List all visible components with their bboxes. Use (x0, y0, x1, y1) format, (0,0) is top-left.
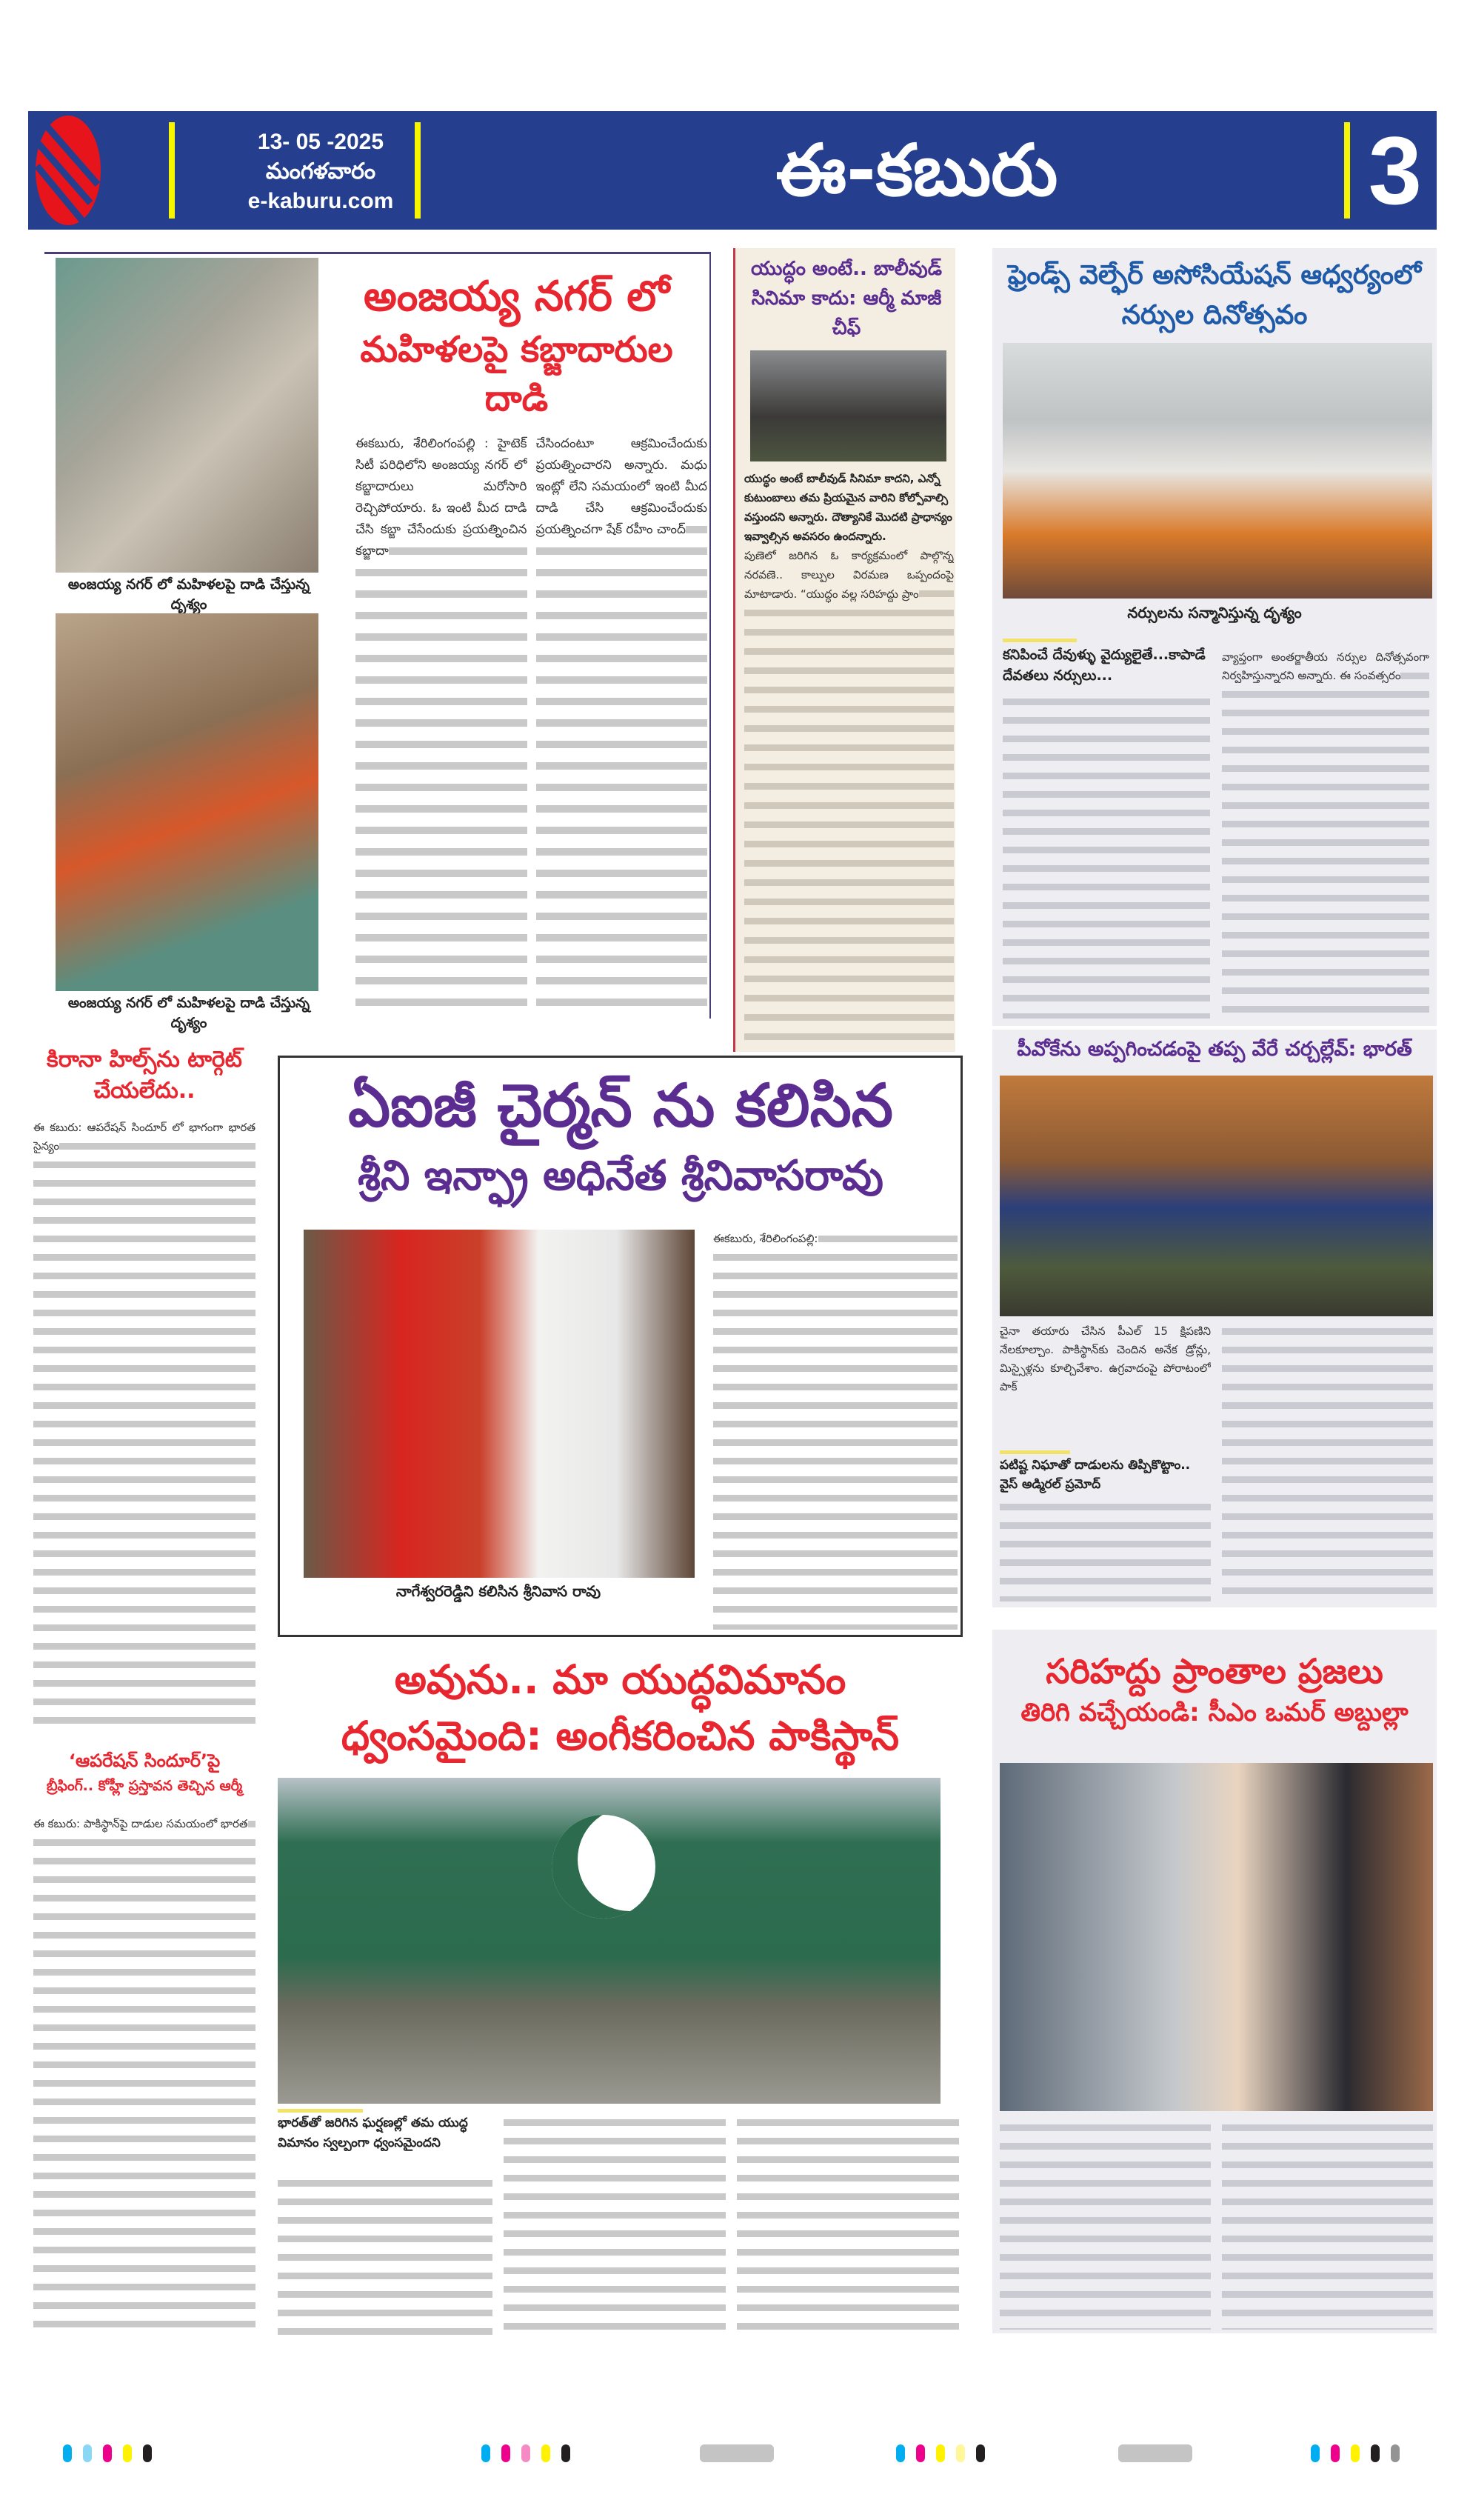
article-photo (1000, 1763, 1433, 2111)
color-swatch (143, 2444, 152, 2462)
color-swatch (1331, 2444, 1340, 2462)
color-swatch (123, 2444, 132, 2462)
headline-line: మహిళలపై కబ్జాదారుల దాడి (360, 329, 673, 419)
article-body (1222, 1322, 1433, 1602)
divider (415, 122, 421, 219)
color-swatch (1311, 2444, 1320, 2462)
article-photo (56, 613, 318, 991)
date: 13- 05 -2025 (257, 130, 384, 154)
article-body (278, 2174, 492, 2341)
article-body: చేసిందంటూ ఆక్రమించేందుకు ప్రయత్నించారని అన్నారు. మధు ఇంట్లో లేని సమయంలో ఇంటి మీద దాడి చేసి ఆక్రమించేందుకు ప్రయత్నించగా షేక్ రహీం చాంద్ (536, 433, 708, 1017)
divider (1000, 1450, 1070, 1454)
headline (278, 1652, 963, 1764)
headline-line: ధ్వంసమైంది: అంగీకరించిన పాకిస్థాన్ (341, 1713, 900, 1759)
headline: పీవోకేను అప్పగించడంపై తప్ప వేరే చర్చల్లేవ్: భారత్ (1017, 1038, 1412, 1061)
article-photo (1003, 343, 1432, 599)
article-intro: యుద్ధం అంటే బాలీవుడ్ సినిమా కాదని, ఎన్నో కుటుంబాలు తమ ప్రియమైన వారిని కోల్పోవాల్సి వస్తుందని అన్నారు. దౌత్యానికే మొదటి ప్రాధాన్యం ఇవ్వాల్సిన అవసరం ఉందన్నారు. (744, 472, 952, 543)
divider (278, 2109, 363, 2113)
article-anjaiah (44, 252, 711, 1031)
article-jet (278, 1648, 963, 2344)
article-anjaiah-text (326, 269, 707, 1017)
photo-caption: నర్సులను సన్మానిస్తున్న దృశ్యం (1127, 604, 1302, 621)
headline-line: శ్రీని ఇన్ఫ్రా అధినేత శ్రీనివాసరావు (358, 1152, 883, 1200)
article-body: ఈ కబురు: పాకిస్థాన్‌పై దాడుల సమయంలో భారత (33, 1815, 255, 2333)
photo-caption: అంజయ్య నగర్ లో మహిళలపై దాడి చేస్తున్న దృశ్యం (67, 995, 310, 1031)
article-photo (1000, 1076, 1433, 1316)
article-body: చైనా తయారు చేసిన పీఎల్ 15 క్షిపణిని నేలకూల్చాం. పాకిస్థాన్‌కు చెందిన అనేక డ్రోన్లు, మిస్సైళ్లను కూల్చివేశాం. ఉగ్రవాదంపై పోరాటంలో పాక్ (1000, 1324, 1211, 1393)
headline-line: సరిహద్దు ప్రాంతాల ప్రజలు (1046, 1651, 1383, 1691)
article-body: ఈకబురు, శేరిలింగంపల్లి: (713, 1230, 958, 1630)
color-swatch (521, 2444, 530, 2462)
color-swatch (481, 2444, 490, 2462)
divider (1003, 639, 1077, 642)
newspaper-title: ఈ-కబురు (775, 129, 1058, 212)
headline-line: ‘ఆపరేషన్ సిందూర్’పై (68, 1750, 221, 1771)
article-body (1003, 693, 1210, 1019)
logo-icon (31, 114, 105, 227)
headline-line: అవును.. మా యుద్ధవిమానం (394, 1656, 846, 1703)
article-war (733, 248, 955, 1052)
gray-swatch (700, 2444, 774, 2462)
headline: యుద్ధం అంటే.. బాలీవుడ్ సినిమా కాదు: ఆర్మీ మాజీ చీఫ్ (751, 258, 942, 339)
headline-line: అంజయ్య నగర్ లో (364, 273, 669, 321)
color-swatch (1371, 2444, 1380, 2462)
color-swatch (976, 2444, 985, 2462)
color-swatch (916, 2444, 925, 2462)
color-swatch (896, 2444, 905, 2462)
headline (280, 1065, 961, 1206)
photo-caption: నాగేశ్వరరెడ్డిని కలిసిన శ్రీనివాస రావు (395, 1582, 601, 1600)
article-body (737, 2113, 959, 2341)
article-body (1222, 2119, 1433, 2330)
masthead (28, 111, 1437, 230)
color-swatch (1391, 2444, 1400, 2462)
article-aig (278, 1056, 963, 1637)
article-body: వ్యాప్తంగా అంతర్జాతీయ నర్సుల దినోత్సవంగా నిర్వహిస్తున్నారని అన్నారు. ఈ సంవత్సరం (1222, 648, 1429, 1019)
article-columns (355, 433, 707, 1017)
article-pok (992, 1030, 1437, 1607)
pakistan-flag-crescent (552, 1815, 655, 1919)
page-number: 3 (1368, 116, 1422, 224)
color-swatch (501, 2444, 510, 2462)
date-block (210, 127, 432, 216)
article-omar (992, 1630, 1437, 2333)
article-sindoor (30, 1748, 259, 2341)
headline (992, 1648, 1437, 1731)
article-body (504, 2113, 726, 2341)
color-swatch (1351, 2444, 1360, 2462)
color-swatch (936, 2444, 945, 2462)
article-photo (278, 1778, 941, 2104)
headline-line: తిరిగి వచ్చేయండి: సీఎం ఒమర్ అబ్దుల్లా (1020, 1698, 1409, 1727)
article-photo (56, 258, 318, 573)
color-swatch (541, 2444, 550, 2462)
gray-swatch (1118, 2444, 1192, 2462)
article-body (1000, 1498, 1211, 1601)
article-body: పుణెలో జరిగిన ఓ కార్యక్రమంలో పాల్గొన్న నరవణె.. కాల్పుల విరమణ ఒప్పందంపై మాటాడారు. “యుద్ధం వల్ల సరిహద్దు ప్రాం (744, 546, 954, 1047)
article-war-text (739, 254, 954, 1047)
subheading: భారత్‌తో జరిగిన ఘర్షణల్లో తమ యుద్ధ విమానం స్వల్పంగా ధ్వంసమైందని (278, 2116, 468, 2150)
divider (1344, 122, 1350, 219)
headline-line: ఏఐజీ చైర్మన్ ను కలిసిన (348, 1071, 893, 1140)
color-swatch (63, 2444, 72, 2462)
article-body (1000, 2119, 1211, 2330)
photo-caption: అంజయ్య నగర్ లో మహిళలపై దాడి చేస్తున్న దృశ్యం (67, 576, 310, 613)
weekday: మంగళవారం (265, 159, 376, 184)
website: e-kaburu.com (247, 189, 394, 213)
subheading: పటిష్ట నిఘాతో దాడులను తిప్పికొట్టాం.. వైస్ అడ్మిరల్ ప్రమోద్ (1000, 1458, 1191, 1492)
article-kirana (30, 1037, 259, 1733)
divider (169, 122, 175, 219)
headline-line: బ్రీఫింగ్.. కోహ్లీ ప్రస్తావన తెచ్చిన ఆర్మీ (46, 1778, 243, 1794)
headline: ఫ్రెండ్స్ వెల్ఫేర్ అసోసియేషన్ ఆధ్వర్యంలో నర్సుల దినోత్సవం (1007, 260, 1422, 330)
article-body: ఈ కబురు: ఆపరేషన్ సిందూర్ లో భాగంగా భారత సైన్యం (33, 1119, 255, 1726)
color-swatch (956, 2444, 965, 2462)
article-photo (304, 1230, 695, 1578)
headline (326, 269, 707, 423)
headline (30, 1748, 259, 1799)
article-body: ఈకబురు, శేరిలింగంపల్లి : హైటెక్ సిటీ పరిధిలోని అంజయ్య నగర్ లో కబ్జాదారులు మరోసారి రెచ్చిపోయారు. ఓ ఇంటి మీద దాడి చేసి కబ్జా చేసేందుకు ప్రయత్నించిన కబ్జాదా (355, 433, 527, 1017)
article-nurses (992, 248, 1437, 1026)
color-swatch (561, 2444, 570, 2462)
article-photo (750, 350, 946, 461)
subheading: కనిపించే దేవుళ్ళు వైద్యులైతే...కాపాడే దేవతలు నర్సులు... (1003, 647, 1206, 684)
color-swatch (83, 2444, 92, 2462)
headline: కిరానా హిల్స్‌ను టార్గెట్ చేయలేదు.. (47, 1047, 242, 1104)
color-swatch (103, 2444, 112, 2462)
